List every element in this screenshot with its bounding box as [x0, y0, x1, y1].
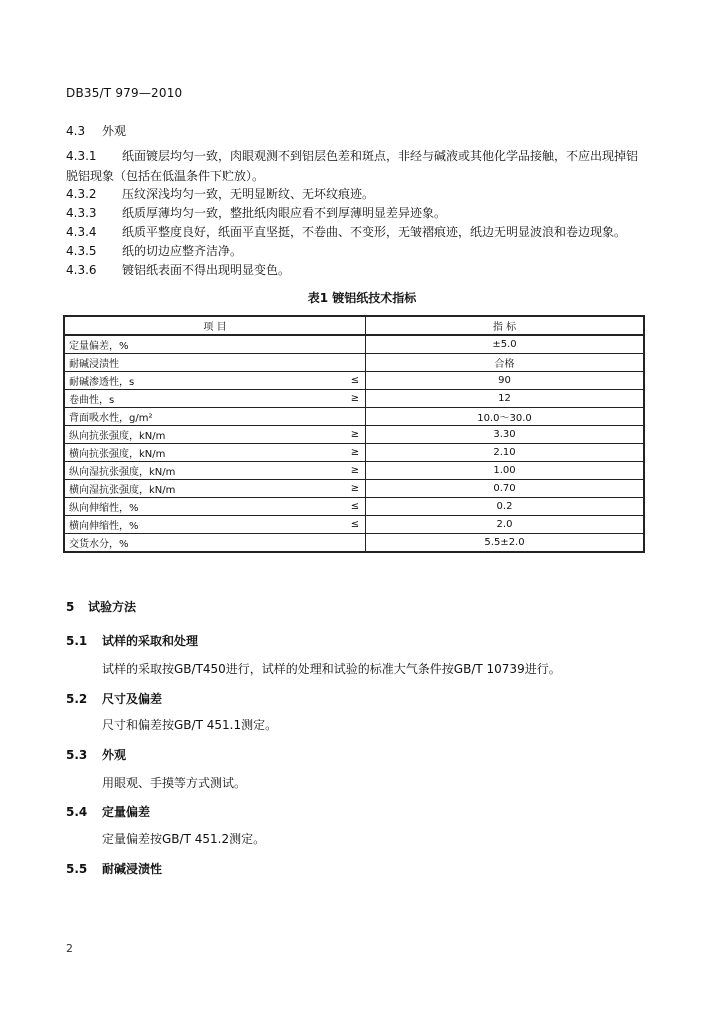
- subsection-text-5-4: 定量偏差按GB/T 451.2测定。: [102, 832, 266, 846]
- technical-index-table: [63, 315, 645, 553]
- subsection-title: 尺寸及偏差: [102, 692, 163, 706]
- row-value: 2.10: [366, 444, 645, 462]
- row-name: 横向湿抗张强度，kN/m: [64, 480, 345, 498]
- clause-4-3-4: [66, 222, 646, 242]
- row-name: 交货水分，%: [64, 534, 345, 553]
- table-row: [64, 534, 644, 553]
- row-symbol: ≤: [345, 498, 366, 516]
- table-row: [64, 354, 644, 372]
- subsection-text-5-2: 尺寸和偏差按GB/T 451.1测定。: [102, 718, 278, 732]
- clause-text: 纸的切边应整齐洁净。: [122, 244, 243, 258]
- table-row: [64, 498, 644, 516]
- table-header-row: [64, 316, 644, 335]
- table-row: [64, 408, 644, 426]
- row-symbol: ≤: [345, 372, 366, 390]
- subsection-title: 试样的采取和处理: [102, 634, 199, 648]
- clause-text: 压纹深浅均匀一致，无明显断纹、无坏纹痕迹。: [122, 187, 375, 201]
- clause-4-3-5: [66, 241, 646, 261]
- row-name: 耐碱浸渍性: [64, 354, 345, 372]
- subsection-number: 5.4: [66, 805, 88, 819]
- row-name: 卷曲性，s: [64, 390, 345, 408]
- section-number: 5: [66, 600, 75, 614]
- row-value: 3.30: [366, 426, 645, 444]
- clause-text: 镀铝纸表面不得出现明显变色。: [122, 263, 291, 277]
- row-symbol: ≥: [345, 426, 366, 444]
- subsection-number: 5.5: [66, 862, 88, 876]
- row-symbol: ≥: [345, 444, 366, 462]
- row-name: 背面吸水性，g/m²: [64, 408, 345, 426]
- clause-4-3-3: [66, 203, 646, 223]
- clause-number: 4.3.1: [66, 149, 97, 163]
- subsection-number: 5.3: [66, 748, 88, 762]
- subsection-heading-5-4: [66, 803, 150, 820]
- row-name: 定量偏差，%: [64, 335, 345, 354]
- section-number: 4.3: [66, 124, 86, 138]
- table-row: [64, 480, 644, 498]
- section-title: 试验方法: [88, 600, 137, 614]
- row-symbol: ≤: [345, 516, 366, 534]
- row-value: 90: [366, 372, 645, 390]
- subsection-title: 外观: [102, 748, 127, 762]
- clause-text: 纸质厚薄均匀一致，整批纸肉眼应看不到厚薄明显差异迹象。: [122, 206, 447, 220]
- subsection-number: 5.1: [66, 634, 88, 648]
- row-name: 纵向抗张强度，kN/m: [64, 426, 345, 444]
- clause-4-3-2: [66, 184, 646, 204]
- clause-number: 4.3.4: [66, 225, 97, 239]
- section-heading-5: [66, 598, 136, 615]
- row-value: 10.0～30.0: [366, 408, 645, 426]
- row-symbol: [345, 354, 366, 372]
- clause-text: 纸质平整度良好，纸面平直坚挺，不卷曲、不变形，无皱褶痕迹，纸边无明显波浪和卷边现象。: [122, 225, 627, 239]
- table-row: [64, 390, 644, 408]
- row-symbol: ≥: [345, 390, 366, 408]
- clause-number: 4.3.3: [66, 206, 97, 220]
- subsection-text-5-3: 用眼观、手摸等方式测试。: [102, 776, 247, 790]
- subsection-title: 定量偏差: [102, 805, 151, 819]
- table-caption: 表1 镀铝纸技术指标: [307, 291, 417, 305]
- row-value: ±5.0: [366, 335, 645, 354]
- subsection-heading-5-1: [66, 632, 198, 649]
- row-symbol: [345, 408, 366, 426]
- clause-4-3-6: [66, 260, 646, 280]
- row-value: 5.5±2.0: [366, 534, 645, 553]
- subsection-number: 5.2: [66, 692, 88, 706]
- column-header-index: 指 标: [366, 316, 645, 335]
- row-name: 纵向伸缩性，%: [64, 498, 345, 516]
- clause-number: 4.3.6: [66, 263, 97, 277]
- row-symbol: ≥: [345, 462, 366, 480]
- table-row: [64, 444, 644, 462]
- clause-number: 4.3.5: [66, 244, 97, 258]
- subsection-heading-5-2: [66, 690, 162, 707]
- section-heading-4-3: [66, 122, 126, 139]
- column-header-item: 项 目: [64, 316, 366, 335]
- subsection-heading-5-5: [66, 860, 162, 877]
- row-value: 1.00: [366, 462, 645, 480]
- table-row: [64, 372, 644, 390]
- section-title: 外观: [102, 124, 127, 138]
- row-value: 0.70: [366, 480, 645, 498]
- table-row: [64, 426, 644, 444]
- row-value: 12: [366, 390, 645, 408]
- row-symbol: [345, 335, 366, 354]
- row-name: 横向伸缩性，%: [64, 516, 345, 534]
- row-name: 耐碱渗透性，s: [64, 372, 345, 390]
- row-name: 纵向湿抗张强度，kN/m: [64, 462, 345, 480]
- row-name: 横向抗张强度，kN/m: [64, 444, 345, 462]
- subsection-text-5-1: 试样的采取按GB/T450进行，试样的处理和试验的标准大气条件按GB/T 10739进行。: [102, 662, 561, 676]
- subsection-title: 耐碱浸渍性: [102, 862, 163, 876]
- row-value: 0.2: [366, 498, 645, 516]
- clause-number: 4.3.2: [66, 187, 97, 201]
- table-row: [64, 462, 644, 480]
- row-value: 合格: [366, 354, 645, 372]
- row-value: 2.0: [366, 516, 645, 534]
- clause-text: 纸面镀层均匀一致，肉眼观测不到铝层色差和斑点，非经与碱液或其他化学品接触，不应出现掉铝脱铝现象（包括在低温条件下贮放）。: [66, 149, 639, 183]
- document-code: DB35/T 979—2010: [66, 86, 183, 100]
- page-number: 2: [66, 942, 73, 955]
- row-symbol: [345, 534, 366, 553]
- table-row: [64, 516, 644, 534]
- row-symbol: ≥: [345, 480, 366, 498]
- subsection-heading-5-3: [66, 746, 126, 763]
- table-row: [64, 335, 644, 354]
- clause-4-3-1: [66, 146, 646, 186]
